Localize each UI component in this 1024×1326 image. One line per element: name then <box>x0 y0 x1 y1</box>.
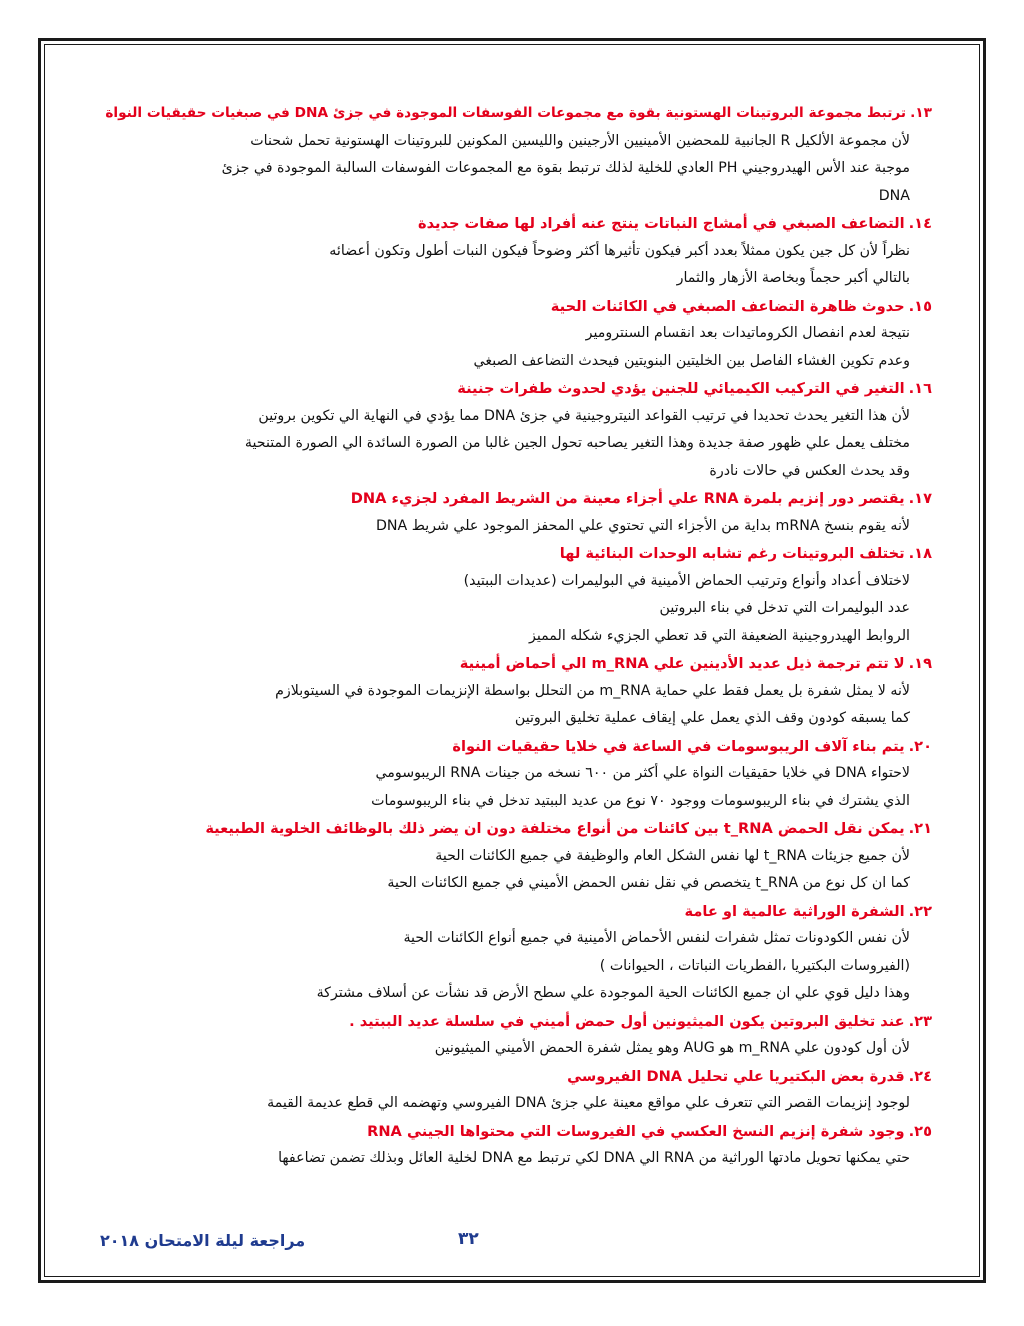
question-heading <box>96 293 932 321</box>
question-number: ١٨. <box>908 545 932 562</box>
question-text: التغير في التركيب الكيميائي للجنين يؤدي لحدوث طفرات جنينة <box>457 380 905 397</box>
answer-line: بالتالي أكبر حجماً وبخاصة الأزهار والثمار <box>676 270 910 286</box>
question-heading <box>96 815 932 843</box>
question-heading <box>96 1008 932 1036</box>
question-number: ٢٣. <box>908 1012 932 1030</box>
answer-line: مختلف يعمل علي ظهور صفة جديدة وهذا التغير يصاحبه تحول الجين غالبا من الصورة السائدة الي الصورة المتنحية <box>244 435 910 451</box>
question-item <box>96 293 932 376</box>
question-text: لا تتم ترجمة ذيل عديد الأدينين علي m_RNA الي أحماض أمينية <box>459 655 905 672</box>
question-text: يتم بناء آلاف الريبوسومات في الساعة في خلايا حقيقيات النواة <box>452 737 905 755</box>
answer-line: لأنه يقوم بنسخ mRNA بداية من الأجزاء التي تحتوي علي المحفز الموجود علي شريط DNA <box>375 517 910 534</box>
question-number: ١٩. <box>908 655 932 672</box>
question-number: ٢٤. <box>908 1067 932 1085</box>
question-text: حدوث ظاهرة التضاعف الصبغي في الكائنات الحية <box>550 297 905 315</box>
question-number: ٢٢. <box>908 902 932 920</box>
question-number: ٢٥. <box>908 1122 932 1140</box>
answer-line: (الفيروسات البكتيريا ،الفطريات النباتات ، الحيوانات ) <box>599 957 910 974</box>
question-heading <box>96 898 932 926</box>
question-heading <box>96 210 932 238</box>
question-number: ١٧. <box>908 490 932 507</box>
questions-list <box>96 100 932 1173</box>
answer-line: وقد يحدث العكس في حالات نادرة <box>709 462 910 479</box>
question-item <box>96 650 932 733</box>
question-item <box>96 540 932 650</box>
question-item <box>96 1118 932 1173</box>
answer-line: كما ان كل نوع من t_RNA يتخصص في نقل نفس الحمض الأميني في جميع الكائنات الحية <box>387 875 910 891</box>
answer-line: لأن أول كودون علي m_RNA هو AUG وهو يمثل شفرة الحمض الأميني الميثيونين <box>434 1040 910 1056</box>
answer-line: لأن جميع جزيئات t_RNA لها نفس الشكل العام والوظيفة في جميع الكائنات الحية <box>435 847 910 864</box>
question-text: التضاعف الصبغي في أمشاج النباتات ينتج عنه أفراد لها صفات جديدة <box>418 215 905 232</box>
page-number: ٣٢ <box>458 1229 479 1249</box>
answer-line: لاختلاف أعداد وأنواع وترتيب الحماض الأمينية في البوليمرات (عديدات الببتيد) <box>463 572 910 589</box>
question-text: تختلف البروتينات رغم تشابه الوحدات البنائية لها <box>559 545 905 562</box>
answer-line: نظراً لأن كل جين يكون ممثلاً بعدد أكبر فيكون تأثيرها أكثر وضوحاً فيكون النبات أطول وتكون أعضائه <box>329 242 910 259</box>
answer-line: كما يسبقه كودون وقف الذي يعمل علي إيقاف عملية تخليق البروتين <box>514 710 910 726</box>
answer-line: لأن مجموعة الألكيل R الجانبية للمحضين الأمينيين الأرجينين والليسين المكونين للبروتينات الهستونية تحمل شحنات <box>250 132 910 149</box>
question-number: ١٣. <box>910 105 932 121</box>
answer-line: وعدم تكوين الغشاء الفاصل بين الخليتين البنويتين فيحدث التضاعف الصبغي <box>473 352 910 369</box>
question-number: ١٥. <box>908 297 932 315</box>
question-item <box>96 100 932 210</box>
question-item <box>96 1008 932 1063</box>
question-number: ١٤. <box>908 215 932 232</box>
question-item <box>96 733 932 816</box>
answer-line: موجبة عند الأس الهيدروجيني PH العادي للخلية لذلك ترتبط بقوة مع المجموعات الفوسفات السالبة الموجودة في جزئ <box>221 160 910 176</box>
question-heading <box>96 1063 932 1091</box>
question-item <box>96 375 932 485</box>
answer-line: لأنه لا يمثل شفرة بل يعمل فقط علي حماية m_RNA من التحلل بواسطة الإنزيمات الموجودة في السيتوبلازم <box>275 682 910 699</box>
answer-line: لوجود إنزيمات القصر التي تتعرف علي مواقع معينة علي جزئ DNA الفيروسي وتهضمه الي قطع عديمة القيمة <box>267 1095 910 1111</box>
question-text: عند تخليق البروتين يكون الميثيونين أول حمض أميني في سلسلة عديد الببتيد . <box>349 1012 905 1030</box>
answer-line: وهذا دليل قوي علي ان جميع الكائنات الحية الموجودة علي سطح الأرض قد نشأت عن أسلاف مشتركة <box>316 985 910 1001</box>
question-heading <box>96 1118 932 1146</box>
question-item <box>96 815 932 898</box>
answer-line: لاحتواء DNA في خلايا حقيقيات النواة علي أكثر من ٦٠٠ نسخه من جينات RNA الريبوسومي <box>375 765 910 781</box>
question-heading <box>96 375 932 403</box>
question-text: ترتبط مجموعة البروتينات الهستونية بقوة مع مجموعات الفوسفات الموجودة في جزئ DNA في صبغيات حقيقيات النواة <box>105 105 907 121</box>
question-heading <box>96 485 932 513</box>
answer-line: الذي يشترك في بناء الريبوسومات ووجود ٧٠ نوع من عديد الببتيد تدخل في بناء الريبوسومات <box>371 792 910 809</box>
question-number: ١٦. <box>908 380 932 397</box>
question-heading <box>96 540 932 568</box>
question-text: قدرة بعض البكتيريا علي تحليل DNA الفيروسي <box>567 1067 905 1085</box>
answer-line: عدد البوليمرات التي تدخل في بناء البروتين <box>659 600 910 616</box>
question-item <box>96 1063 932 1118</box>
question-heading <box>96 733 932 761</box>
question-text: وجود شفرة إنزيم النسخ العكسي في الفيروسات التي محتواها الجيني RNA <box>367 1122 905 1140</box>
answer-line: لأن نفس الكودونات تمثل شفرات لنفس الأحماض الأمينية في جميع أنواع الكائنات الحية <box>403 930 910 946</box>
question-text: يمكن نقل الحمض t_RNA بين كائنات من أنواع مختلفة دون ان يضر ذلك بالوظائف الخلوية الطبيعية <box>205 820 905 837</box>
footer-title: مراجعة ليلة الامتحان ٢٠١٨ <box>100 1231 306 1250</box>
question-heading <box>96 650 932 678</box>
question-number: ٢١. <box>908 820 932 837</box>
question-text: الشفرة الوراثية عالمية او عامة <box>684 902 905 920</box>
answer-line: نتيجة لعدم انفصال الكروماتيدات بعد انقسام السنترومير <box>585 325 910 341</box>
answer-line: لأن هذا التغير يحدث تحديدا في ترتيب القواعد النيتروجينية في جزئ DNA مما يؤدي في النهاية الي تكوين بروتين <box>258 407 910 424</box>
answer-line: DNA <box>878 187 910 204</box>
question-item <box>96 485 932 540</box>
question-item <box>96 898 932 1008</box>
question-number: ٢٠. <box>908 737 932 755</box>
answer-line: الروابط الهيدروجينية الضعيفة التي قد تعطي الجزيء شكله المميز <box>529 627 910 644</box>
question-heading <box>96 100 932 128</box>
question-text: يقتصر دور إنزيم بلمرة RNA علي أجزاء معينة من الشريط المفرد لجزيء DNA <box>350 490 905 507</box>
answer-line: حتي يمكنها تحويل مادتها الوراثية من RNA الي DNA لكي ترتبط مع DNA لخلية العائل وبذلك تضمن تضاعفها <box>278 1150 910 1166</box>
question-item <box>96 210 932 293</box>
